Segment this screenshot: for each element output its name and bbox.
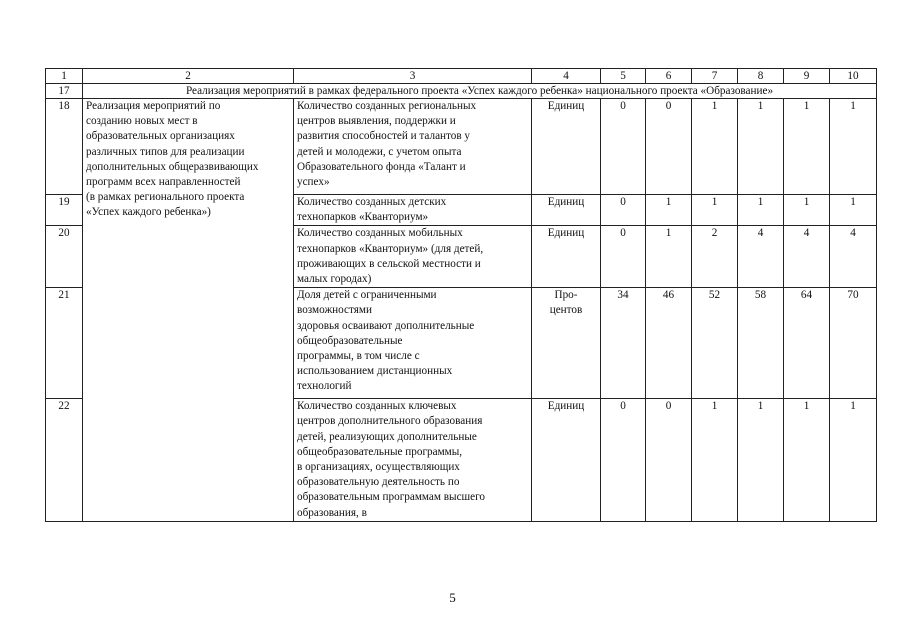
activity-line: (в рамках регионального проекта xyxy=(86,191,245,204)
row-number: 19 xyxy=(46,195,83,226)
row-number: 20 xyxy=(46,226,83,288)
row-number: 18 xyxy=(46,99,83,195)
indicator-line: образовательным программам высшего xyxy=(297,491,486,504)
value-cell: 1 xyxy=(784,399,830,522)
value-cell: 1 xyxy=(692,195,738,226)
indicator-line: проживающих в сельской местности и xyxy=(297,257,481,270)
column-number-4: 4 xyxy=(532,69,601,84)
indicator-line: возможностями xyxy=(297,304,372,317)
activity-line: созданию новых мест в xyxy=(86,115,198,128)
value-cell: 4 xyxy=(784,226,830,288)
unit-line: центов xyxy=(549,304,583,317)
indicator-name xyxy=(294,99,532,195)
unit-of-measure xyxy=(532,195,601,226)
value-cell: 1 xyxy=(830,99,877,195)
indicator-line: Количество созданных региональных xyxy=(297,100,477,112)
value-cell: 4 xyxy=(738,226,784,288)
table-row xyxy=(46,99,877,195)
value-cell: 1 xyxy=(646,195,692,226)
value-cell: 1 xyxy=(646,226,692,288)
unit-of-measure xyxy=(532,399,601,522)
indicator-line: развития способностей и талантов у xyxy=(297,130,471,143)
indicator-line: общеобразовательные программы, xyxy=(297,445,463,458)
indicator-line: Образовательного фонда «Талант и xyxy=(297,160,466,173)
table-body xyxy=(46,69,877,522)
unit-line: Про- xyxy=(554,289,578,302)
unit-of-measure xyxy=(532,288,601,399)
section-number: 17 xyxy=(46,84,83,99)
column-number-row xyxy=(46,69,877,84)
activity-line: различных типов для реализации xyxy=(86,145,245,158)
column-number-10: 10 xyxy=(830,69,877,84)
indicator-line: в организациях, осуществляющих xyxy=(297,461,460,474)
indicator-line: технологий xyxy=(297,380,352,393)
value-cell: 64 xyxy=(784,288,830,399)
value-cell: 0 xyxy=(601,399,646,522)
value-cell: 0 xyxy=(601,195,646,226)
row-number: 22 xyxy=(46,399,83,522)
indicator-name xyxy=(294,399,532,522)
indicator-line: успех» xyxy=(297,176,330,189)
unit-line: Единиц xyxy=(547,196,585,208)
indicators-table xyxy=(45,68,877,522)
indicator-line: технопарков «Кванториум» xyxy=(297,211,429,224)
value-cell: 1 xyxy=(738,99,784,195)
indicator-line: Количество созданных детских xyxy=(297,196,447,208)
unit-line: Единиц xyxy=(547,227,585,240)
value-cell: 46 xyxy=(646,288,692,399)
value-cell: 0 xyxy=(601,226,646,288)
indicator-line: Доля детей с ограниченными xyxy=(297,289,437,302)
value-cell: 52 xyxy=(692,288,738,399)
unit-of-measure xyxy=(532,226,601,288)
value-cell: 0 xyxy=(646,99,692,195)
indicator-line: здоровья осваивают дополнительные xyxy=(297,319,475,332)
value-cell: 1 xyxy=(830,399,877,522)
indicator-line: Количество созданных ключевых xyxy=(297,400,457,413)
value-cell: 1 xyxy=(738,195,784,226)
column-number-8: 8 xyxy=(738,69,784,84)
value-cell: 34 xyxy=(601,288,646,399)
section-title: Реализация мероприятий в рамках федерального проекта «Успех каждого ребенка» национального проекта «Образование» xyxy=(83,84,877,99)
column-number-2: 2 xyxy=(83,69,294,84)
unit-line: Единиц xyxy=(547,100,585,112)
indicator-line: Количество созданных мобильных xyxy=(297,227,463,240)
value-cell: 0 xyxy=(646,399,692,522)
value-cell: 1 xyxy=(692,399,738,522)
unit-of-measure xyxy=(532,99,601,195)
column-number-7: 7 xyxy=(692,69,738,84)
indicator-line: детей и молодежи, с учетом опыта xyxy=(297,145,462,158)
indicator-line: центров выявления, поддержки и xyxy=(297,115,456,128)
page-number: 5 xyxy=(449,590,456,605)
column-number-9: 9 xyxy=(784,69,830,84)
value-cell: 1 xyxy=(784,195,830,226)
column-number-5: 5 xyxy=(601,69,646,84)
indicator-line: технопарков «Кванториум» (для детей, xyxy=(297,242,484,255)
value-cell: 1 xyxy=(830,195,877,226)
activity-line: «Успех каждого ребенка») xyxy=(86,206,211,219)
activity-line: дополнительных общеразвивающих xyxy=(86,160,259,173)
value-cell: 0 xyxy=(601,99,646,195)
indicator-name xyxy=(294,195,532,226)
indicator-line: образовательную деятельность по xyxy=(297,476,460,489)
indicator-line: детей, реализующих дополнительные xyxy=(297,430,477,443)
indicator-line: малых городах) xyxy=(297,273,372,286)
indicator-line: общеобразовательные xyxy=(297,334,403,347)
column-number-1: 1 xyxy=(46,69,83,84)
value-cell: 2 xyxy=(692,226,738,288)
value-cell: 1 xyxy=(738,399,784,522)
activity-line: программ всех направленностей xyxy=(86,176,241,189)
section-row xyxy=(46,84,877,99)
column-number-3: 3 xyxy=(294,69,532,84)
value-cell: 4 xyxy=(830,226,877,288)
activity-line: образовательных организациях xyxy=(86,130,235,143)
activity-line: Реализация мероприятий по xyxy=(86,100,221,112)
column-number-6: 6 xyxy=(646,69,692,84)
indicator-name xyxy=(294,288,532,399)
value-cell: 58 xyxy=(738,288,784,399)
value-cell: 1 xyxy=(784,99,830,195)
row-number: 21 xyxy=(46,288,83,399)
indicator-name xyxy=(294,226,532,288)
indicator-line: образования, в xyxy=(297,506,367,519)
indicator-line: центров дополнительного образования xyxy=(297,415,483,428)
indicator-line: использованием дистанционных xyxy=(297,365,453,378)
unit-line: Единиц xyxy=(547,400,585,413)
value-cell: 1 xyxy=(692,99,738,195)
value-cell: 70 xyxy=(830,288,877,399)
indicator-line: программы, в том числе с xyxy=(297,350,420,363)
activity-description xyxy=(83,99,294,522)
